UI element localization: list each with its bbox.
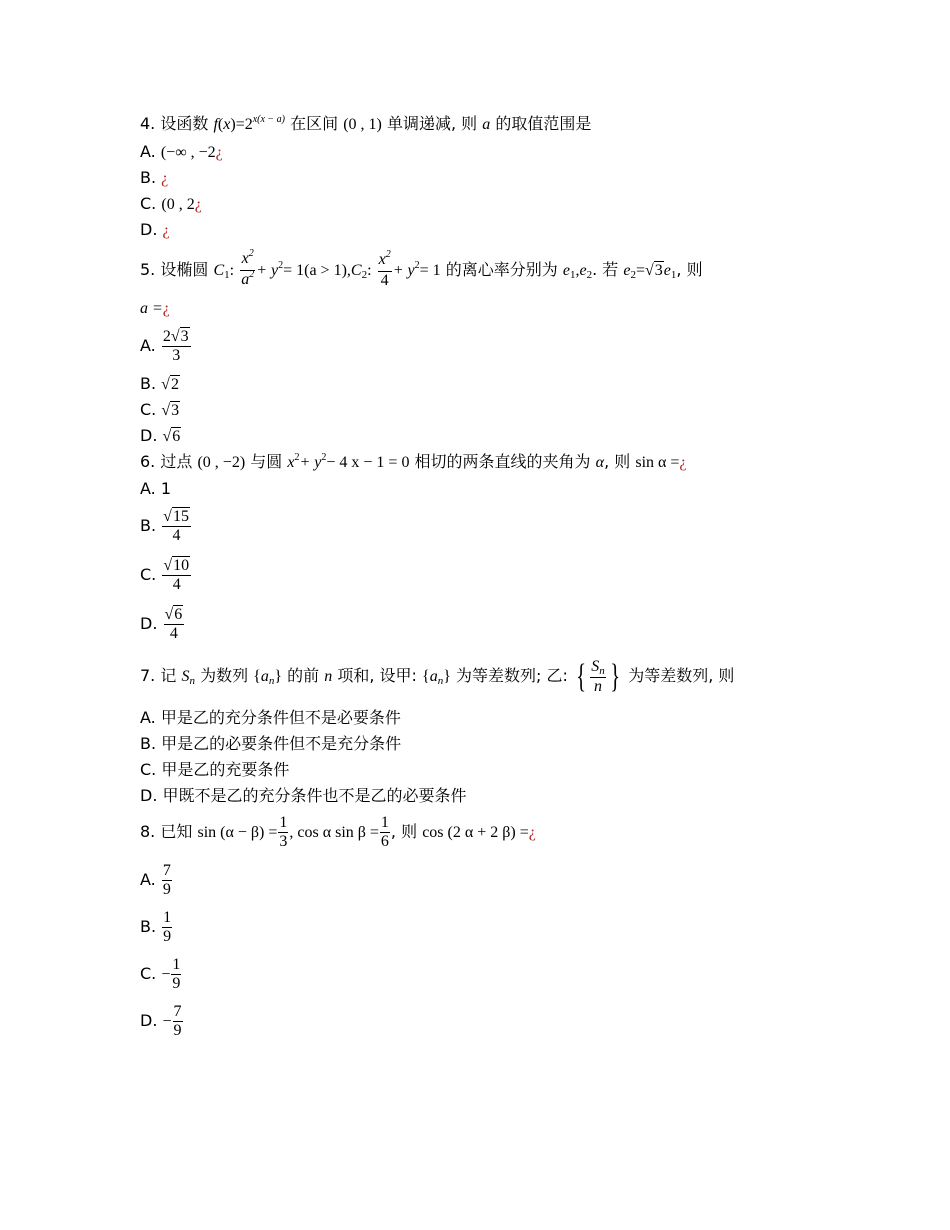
option-c: C. − $\frac{1}{9}$: [140, 956, 181, 992]
option-text: 甲既不是乙的充分条件也不是乙的必要条件: [162, 786, 467, 805]
option-label: D.: [140, 1011, 158, 1030]
option-label: A.: [140, 870, 156, 889]
option-text: 甲是乙的充要条件: [161, 760, 290, 779]
fraction: $\frac{7}{9}$: [162, 862, 171, 898]
option-d: [140, 426, 181, 447]
option-b: [140, 374, 180, 395]
placeholder-glyph: ¿: [162, 300, 170, 317]
option-b: [140, 504, 192, 548]
question-number: 7.: [140, 666, 156, 685]
fraction: $\frac{2√3}{3}$: [162, 328, 189, 364]
question-5-continued: a =¿: [140, 300, 170, 317]
option-label: A.: [140, 142, 156, 161]
option-c: [140, 760, 289, 780]
option-label: A.: [140, 708, 156, 727]
fraction: $\frac{1}{9}$: [163, 909, 172, 945]
option-label: C.: [140, 964, 157, 983]
option-text: 甲是乙的充分条件但不是必要条件: [160, 708, 401, 727]
option-text: (0 , 2: [161, 196, 195, 213]
question-6: 6. 过点 (0 , −2) 与圆 $x^2+ y^2- 4$ x − 1 = 0 相切的两条直线的夹角为 α, 则 sin α =¿: [140, 452, 687, 471]
option-b: [140, 168, 168, 189]
placeholder-glyph: ¿: [215, 144, 223, 161]
question-text: 设椭圆: [160, 260, 209, 279]
placeholder-glyph: ¿: [528, 824, 536, 841]
placeholder-glyph: ¿: [161, 170, 169, 187]
radical: √6: [162, 428, 181, 445]
option-b: [140, 734, 401, 754]
placeholder-glyph: ¿: [162, 222, 170, 239]
question-7: 7. 记 Sn 为数列 {an} 的前 n 项和, 设甲: {an} 为等差数列; 乙: { $\frac{Sn}{n}$ } 为等差数列, 则: [140, 657, 735, 695]
question-8: 8. 已知 sin (α − β) = $\frac{1}{3}$ , cos α sin β = $\frac{1}{6}$ , 则 cos (2 α + 2 β) =¿: [140, 814, 536, 850]
option-label: D.: [140, 614, 158, 633]
option-text: 甲是乙的必要条件但不是充分条件: [161, 734, 402, 753]
interval: (0 , 1): [343, 116, 382, 133]
fraction: $\frac{Sn}{n}$: [591, 657, 605, 695]
option-c: [140, 400, 180, 421]
point: (0 , −2): [197, 454, 246, 471]
option-a: [140, 858, 173, 903]
option-label: A.: [140, 336, 156, 355]
option-label: D.: [140, 220, 158, 239]
placeholder-glyph: ¿: [679, 454, 687, 471]
fraction: $\frac{√10}{4}$: [163, 557, 190, 593]
question-number: 8.: [140, 822, 156, 841]
option-label: D.: [140, 786, 158, 805]
option-d: D. − $\frac{7}{9}$: [140, 1003, 182, 1039]
option-label: B.: [140, 374, 157, 393]
question-text: 过点: [160, 452, 193, 471]
question-number: 5.: [140, 260, 156, 279]
option-label: D.: [140, 426, 158, 445]
option-label: B.: [140, 516, 157, 535]
fraction: $\frac{7}{9}$: [173, 1003, 182, 1039]
option-label: C.: [140, 194, 157, 213]
option-label: A.: [140, 479, 156, 498]
placeholder-glyph: ¿: [194, 196, 202, 213]
option-d: [140, 220, 170, 241]
fraction: $\frac{x^2}{a^2}$: [241, 248, 255, 288]
question-text: 记: [160, 666, 177, 685]
fraction: $\frac{√15}{4}$: [163, 508, 189, 544]
fraction: $\frac{√6}{4}$: [164, 606, 183, 642]
fraction: $\frac{1}{3}$: [279, 814, 288, 850]
option-a: [140, 479, 171, 499]
option-c: [140, 194, 202, 215]
option-label: B.: [140, 168, 157, 187]
fraction: $\frac{1}{9}$: [172, 956, 181, 992]
option-d: [140, 786, 467, 806]
radical: √2: [161, 376, 179, 393]
option-label: B.: [140, 917, 157, 936]
option-label: B.: [140, 734, 157, 753]
fraction: $\frac{x^2}{4}$: [378, 249, 391, 289]
option-c: [140, 553, 192, 597]
radical: √3: [161, 402, 180, 419]
exponent: x(x − a): [252, 114, 286, 125]
option-a: [140, 142, 223, 163]
option-label: C.: [140, 565, 157, 584]
question-number: 4.: [140, 114, 156, 133]
option-a: [140, 326, 192, 366]
option-text: (−∞ , −2: [160, 144, 216, 161]
question-text: 已知: [160, 822, 193, 841]
option-b: [140, 905, 173, 950]
question-4: 4. 设函数 $f(x)=2^{x(x - a)}$ 在区间 (0 , 1) 单调递减, 则 a 的取值范围是: [140, 114, 592, 133]
option-d: [140, 602, 185, 646]
question-number: 6.: [140, 452, 156, 471]
option-label: C.: [140, 760, 157, 779]
fraction: $\frac{1}{6}$: [380, 814, 389, 850]
question-text: 设函数: [160, 114, 209, 133]
option-label: C.: [140, 400, 157, 419]
option-text: 1: [160, 479, 172, 498]
question-5: 5. 设椭圆 C1: $\frac{x^2}{a^2}$ + $y^2= 1(a > 1),C2$: $\frac{x^2}{4}$ + $y^2= 1$ 的离心率分别为 e1,e2. 若 e2=√3e1, 则: [140, 248, 703, 289]
option-a: [140, 708, 401, 728]
